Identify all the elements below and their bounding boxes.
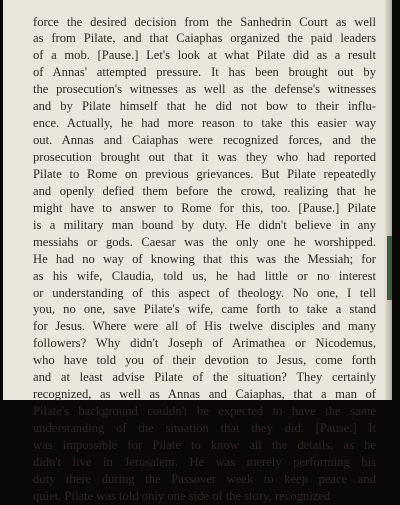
page-edge-shadow bbox=[384, 0, 392, 400]
body-text bbox=[33, 14, 376, 505]
text-line: duty there during the Passover week to keep peace and bbox=[33, 471, 376, 486]
page-edge-mark bbox=[387, 236, 392, 300]
text-line: prosecution brought out that it was they who had reported bbox=[33, 150, 376, 164]
text-line: the prosecution's witnesses as well as the defense's witnesses bbox=[33, 82, 376, 97]
text-line: force the desired decision from the Sanhedrin Court as well bbox=[33, 14, 376, 29]
text-line: out. Annas and Caiaphas were recognized forces, and the bbox=[33, 133, 376, 148]
text-line: was impossible for Pilate to know all the details, as he bbox=[33, 437, 376, 452]
text-line: might have to answer to Rome for this, too. [Pause.] Pilate bbox=[33, 200, 376, 215]
text-line: and at least advise Pilate of the situation? They certainly bbox=[33, 370, 376, 385]
text-line: understanding of the situation that they did. [Pause.] It bbox=[33, 421, 376, 435]
text-line: Pilate to Rome on previous grievances. But Pilate repeatedly bbox=[33, 166, 376, 181]
text-line: you, no one, save Pilate's wife, came forth to take a stand bbox=[33, 302, 376, 317]
text-line: didn't live in Jerusalem. He was merely performing his bbox=[33, 454, 376, 469]
text-line: who have told you of their devotion to Jesus, come forth bbox=[33, 353, 376, 368]
text-line: for Jesus. Where were all of His twelve disciples and many bbox=[33, 319, 376, 334]
text-line: Pilate's background couldn't be expected to have the same bbox=[33, 404, 376, 419]
text-line: messiahs or gods. Caesar was the only one he worshipped. bbox=[33, 234, 376, 249]
text-line: and by Pilate himself that he did not bow to their influ- bbox=[33, 99, 376, 114]
text-line: and openly defied them before the crowd, realizing that he bbox=[33, 183, 376, 198]
text-line: or understanding of this aspect of theology. No one, I tell bbox=[33, 285, 376, 300]
text-line: of Annas' attempted pressure. It has been brought out by bbox=[33, 65, 376, 80]
text-line: recognized, as well as Annas and Caiaphas, that a man of bbox=[33, 387, 376, 402]
text-line: He had no way of knowing that this was the Messiah; for bbox=[33, 251, 376, 266]
text-line: followers? Why didn't Joseph of Arimathea or Nicodemus, bbox=[33, 336, 376, 351]
text-line: of a mob. [Pause.] Let's look at what Pilate did as a result bbox=[33, 48, 376, 63]
text-line: is a military man bound by duty. He didn't believe in any bbox=[33, 217, 376, 232]
text-line: quiet. Pilate was told only one side of the story, recognized bbox=[33, 488, 331, 503]
text-line: as his wife, Claudia, told us, he had little or no interest bbox=[33, 268, 376, 283]
text-line: ence. Actually, he had more reason to take this easier way bbox=[33, 116, 376, 131]
text-line: as from Pilate, and that Caiaphas organized the paid leaders bbox=[33, 31, 376, 46]
book-page bbox=[3, 0, 392, 503]
